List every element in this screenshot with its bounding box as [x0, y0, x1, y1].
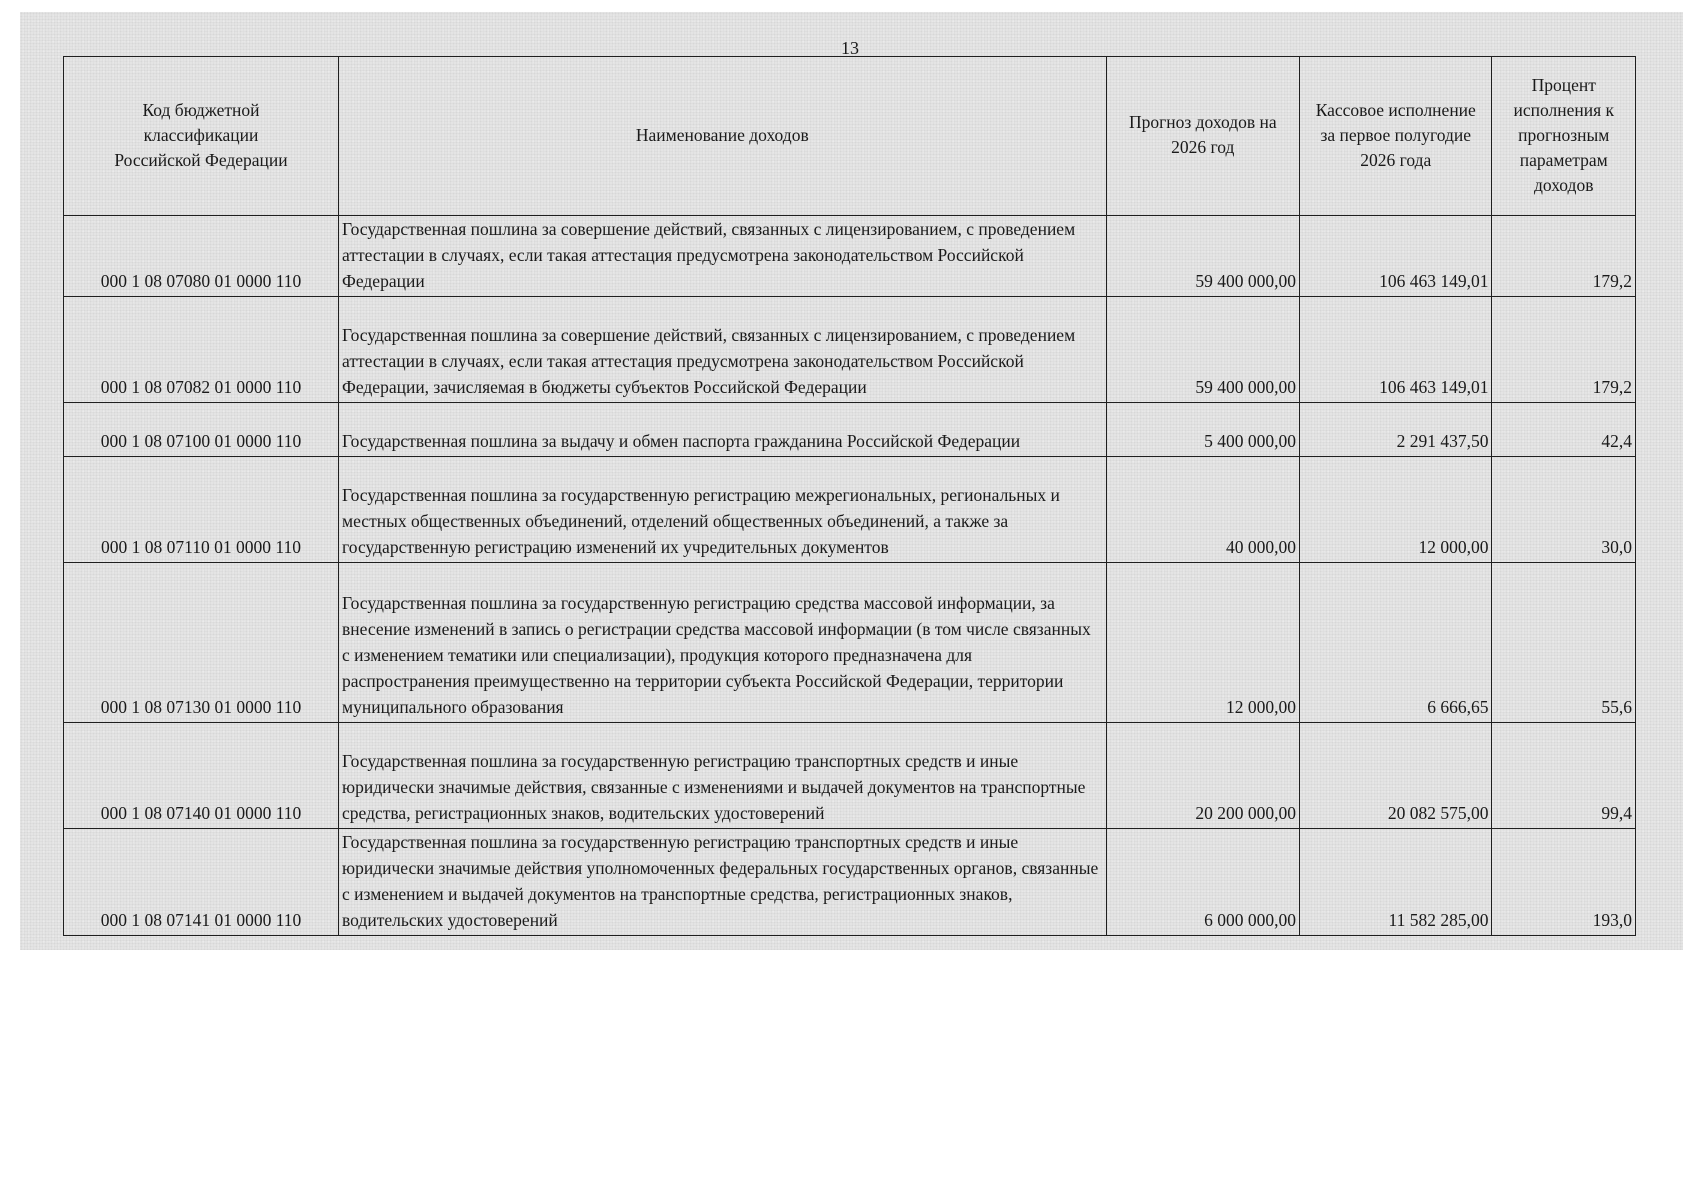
table-row: [64, 457, 1636, 563]
cell-forecast: 59 400 000,00: [1106, 216, 1300, 297]
cell-percent: 42,4: [1492, 403, 1636, 457]
cell-percent: 55,6: [1492, 563, 1636, 723]
table-row: [64, 403, 1636, 457]
header-forecast: Прогноз доходов на 2026 год: [1106, 57, 1300, 216]
cell-code: 000 1 08 07140 01 0000 110: [64, 723, 339, 829]
cell-percent: 179,2: [1492, 297, 1636, 403]
cell-percent: 193,0: [1492, 829, 1636, 936]
cell-forecast: 6 000 000,00: [1106, 829, 1300, 936]
table-row: [64, 297, 1636, 403]
cell-percent: 30,0: [1492, 457, 1636, 563]
cell-forecast: 12 000,00: [1106, 563, 1300, 723]
table-header-row: [64, 57, 1636, 216]
cell-percent: 99,4: [1492, 723, 1636, 829]
cell-name: Государственная пошлина за совершение действий, связанных с лицензированием, с проведением аттестации в случаях, если такая аттестация предусмотрена законодательством Российской Федерации, зачисляемая в бюджеты субъектов Российской Федерации: [339, 297, 1107, 403]
cell-code: 000 1 08 07141 01 0000 110: [64, 829, 339, 936]
header-percent: Процент исполнения к прогнозным параметрам доходов: [1492, 57, 1636, 216]
cell-code: 000 1 08 07130 01 0000 110: [64, 563, 339, 723]
cell-name: Государственная пошлина за государственную регистрацию межрегиональных, региональных и местных общественных объединений, отделений общественных объединений, а также за государственную регистрацию изменений их учредительных документов: [339, 457, 1107, 563]
cell-name: Государственная пошлина за выдачу и обмен паспорта гражданина Российской Федерации: [339, 403, 1107, 457]
cell-forecast: 20 200 000,00: [1106, 723, 1300, 829]
cell-forecast: 5 400 000,00: [1106, 403, 1300, 457]
cell-execution: 11 582 285,00: [1300, 829, 1492, 936]
cell-execution: 2 291 437,50: [1300, 403, 1492, 457]
cell-execution: 106 463 149,01: [1300, 297, 1492, 403]
header-budget-code: Код бюджетной классификации Российской Федерации: [64, 57, 339, 216]
cell-forecast: 40 000,00: [1106, 457, 1300, 563]
header-revenue-name: Наименование доходов: [339, 57, 1107, 216]
cell-name: Государственная пошлина за государственную регистрацию средства массовой информации, за внесение изменений в запись о регистрации средства массовой информации (в том числе связанных с изменением тематики или специализации), продукция которого предназначена для распространения преимущественно на территории субъекта Российской Федерации, территории муниципального образования: [339, 563, 1107, 723]
header-execution: Кассовое исполнение за первое полугодие 2026 года: [1300, 57, 1492, 216]
cell-name: Государственная пошлина за совершение действий, связанных с лицензированием, с проведением аттестации в случаях, если такая аттестация предусмотрена законодательством Российской Федерации: [339, 216, 1107, 297]
page-number: 13: [841, 38, 859, 58]
cell-forecast: 59 400 000,00: [1106, 297, 1300, 403]
table-row: [64, 723, 1636, 829]
cell-execution: 20 082 575,00: [1300, 723, 1492, 829]
cell-execution: 106 463 149,01: [1300, 216, 1492, 297]
cell-name: Государственная пошлина за государственную регистрацию транспортных средств и иные юридически значимые действия уполномоченных федеральных государственных органов, связанные с изменением и выдачей документов на транспортные средства, регистрационных знаков, водительских удостоверений: [339, 829, 1107, 936]
cell-percent: 179,2: [1492, 216, 1636, 297]
cell-code: 000 1 08 07110 01 0000 110: [64, 457, 339, 563]
table-row: [64, 829, 1636, 936]
revenue-table: [63, 56, 1636, 936]
cell-code: 000 1 08 07100 01 0000 110: [64, 403, 339, 457]
table-row: [64, 216, 1636, 297]
cell-execution: 12 000,00: [1300, 457, 1492, 563]
table-row: [64, 563, 1636, 723]
cell-execution: 6 666,65: [1300, 563, 1492, 723]
cell-code: 000 1 08 07082 01 0000 110: [64, 297, 339, 403]
cell-name: Государственная пошлина за государственную регистрацию транспортных средств и иные юридически значимые действия, связанные с изменениями и выдачей документов на транспортные средства, регистрационных знаков, водительских удостоверений: [339, 723, 1107, 829]
cell-code: 000 1 08 07080 01 0000 110: [64, 216, 339, 297]
